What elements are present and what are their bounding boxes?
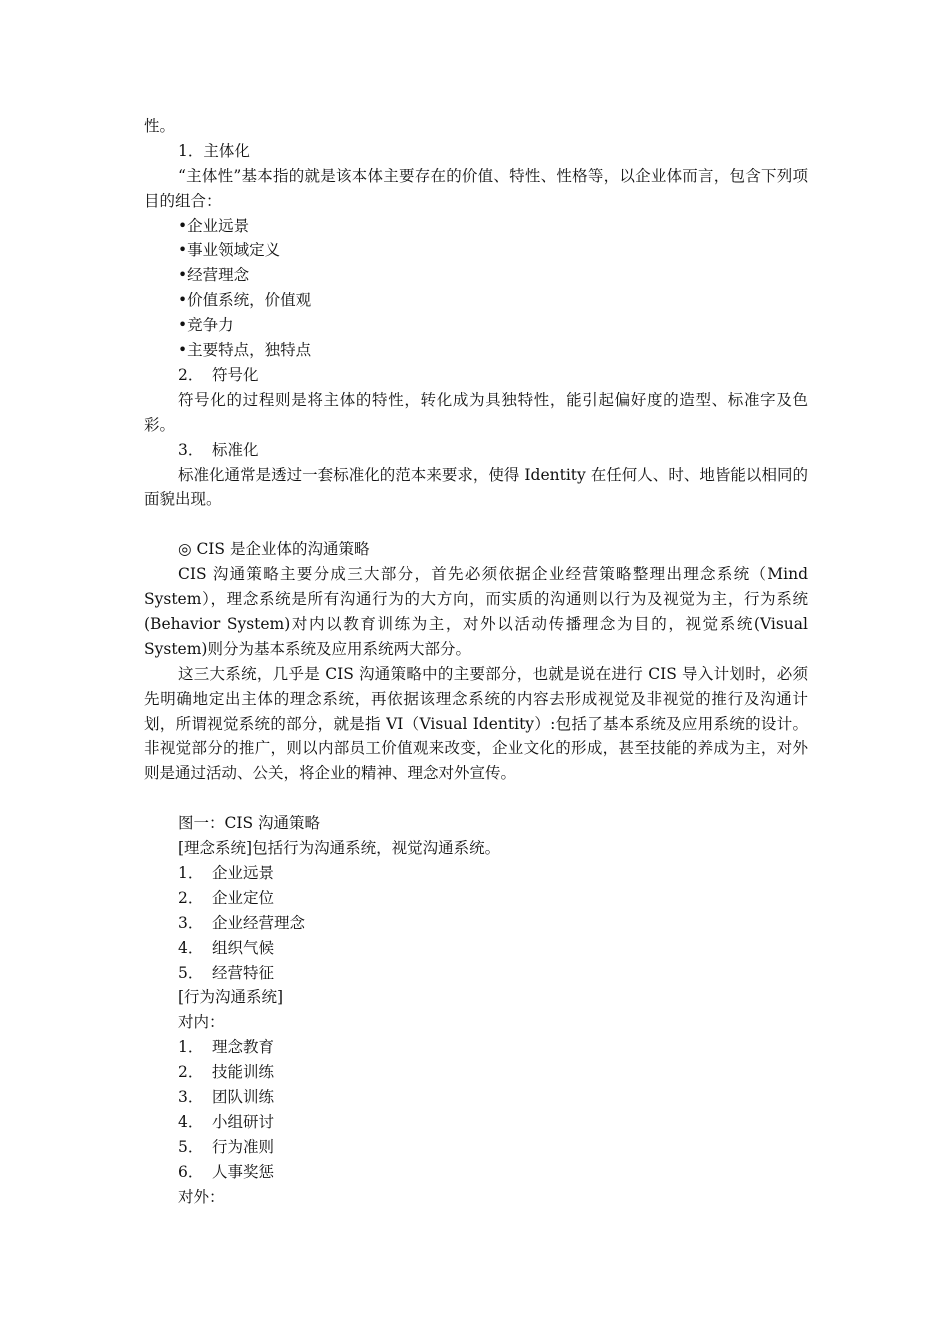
item-heading xyxy=(144,438,808,463)
item-label: 符号化 xyxy=(212,365,259,384)
text-line: 性。 xyxy=(144,117,176,135)
bullet-item: •主要特点，独特点 xyxy=(178,341,312,360)
item-label: 标准化 xyxy=(212,440,259,459)
list-item xyxy=(144,1085,808,1110)
paragraph: CIS 沟通策略主要分成三大部分，首先必须依据企业经营策略整理出理念系统（Mind System），理念系统是所有沟通行为的大方向，而实质的沟通则以行为及视觉为主，行为系统(Behavior System)对内以教育训练为主，对外以活动传播理念为目的，视觉系统(Visual System)则分为基本系统及应用系统两大部分。 xyxy=(144,565,808,658)
list-item xyxy=(144,961,808,986)
paragraph: 符号化的过程则是将主体的特性，转化成为具独特性，能引起偏好度的造型、标准字及色彩。 xyxy=(144,390,808,434)
figure-title: 图一：CIS 沟通策略 xyxy=(178,814,321,833)
paragraph: 这三大系统，几乎是 CIS 沟通策略中的主要部分，也就是说在进行 CIS 导入计划时，必须先明确地定出主体的理念系统，再依据该理念系统的内容去形成视觉及非视觉的推行及沟通计划，所谓视觉系统的部分，就是指 VI（Visual Identity）:包括了基本系统及应用系统的设计。非视觉部分的推广，则以内部员工价值观来改变，企业文化的形成，甚至技能的养成为主，对外则是通过活动、公关，将企业的精神、理念对外宣传。 xyxy=(144,664,808,783)
item-number: 6． xyxy=(178,1162,204,1181)
item-label: 团队训练 xyxy=(212,1087,275,1106)
item-number: 4． xyxy=(178,938,204,957)
sublist-label: 对外： xyxy=(178,1187,225,1206)
bullet-item: •经营理念 xyxy=(178,266,250,285)
list-item xyxy=(144,936,808,961)
list-item xyxy=(144,911,808,936)
blank-line xyxy=(144,512,808,537)
bullet-item: •事业领域定义 xyxy=(178,241,281,260)
document-body xyxy=(144,114,808,1209)
item-number: 3． xyxy=(178,440,204,459)
paragraph: “主体性”基本指的就是该本体主要存在的价值、特性、性格等，以企业体而言，包含下列项目的组合： xyxy=(144,166,808,210)
item-label: 小组研讨 xyxy=(212,1112,275,1131)
item-number: 4． xyxy=(178,1112,204,1131)
item-number: 2． xyxy=(178,365,204,384)
item-label: 企业远景 xyxy=(212,863,275,882)
bullet-item: •竞争力 xyxy=(178,316,234,335)
item-label: 经营特征 xyxy=(212,963,275,982)
list-item xyxy=(144,1160,808,1185)
item-heading xyxy=(144,363,808,388)
item-label: 理念教育 xyxy=(212,1038,275,1057)
item-label: 组织气候 xyxy=(212,938,275,957)
list-item xyxy=(144,1060,808,1085)
item-number: 5． xyxy=(178,1137,204,1156)
list-item xyxy=(144,1110,808,1135)
item-number: 2． xyxy=(178,1063,204,1082)
list-item xyxy=(144,886,808,911)
item-label: 企业经营理念 xyxy=(212,913,306,932)
item-label: 企业定位 xyxy=(212,888,275,907)
item-label: 行为准则 xyxy=(212,1137,275,1156)
section-title: ◎ CIS 是企业体的沟通策略 xyxy=(178,540,370,559)
item-number: 2． xyxy=(178,888,204,907)
item-label: 技能训练 xyxy=(212,1063,275,1082)
blank-line xyxy=(144,786,808,811)
sublist-label: 对内： xyxy=(178,1013,225,1032)
list-item xyxy=(144,1035,808,1060)
item-number: 1． xyxy=(178,863,204,882)
item-number: 3． xyxy=(178,913,204,932)
item-heading: 1．主体化 xyxy=(178,141,250,160)
item-number: 3． xyxy=(178,1087,204,1106)
list-heading: [行为沟通系统] xyxy=(178,988,284,1007)
item-number: 1． xyxy=(178,1038,204,1057)
bullet-item: •企业远景 xyxy=(178,216,250,235)
list-item xyxy=(144,1135,808,1160)
paragraph: 标准化通常是透过一套标准化的范本来要求，使得 Identity 在任何人、时、地皆能以相同的面貌出现。 xyxy=(144,465,808,509)
item-label: 人事奖惩 xyxy=(212,1162,275,1181)
list-heading: [理念系统]包括行为沟通系统，视觉沟通系统。 xyxy=(178,839,501,858)
item-number: 5． xyxy=(178,963,204,982)
bullet-item: •价值系统，价值观 xyxy=(178,291,312,310)
list-item xyxy=(144,861,808,886)
